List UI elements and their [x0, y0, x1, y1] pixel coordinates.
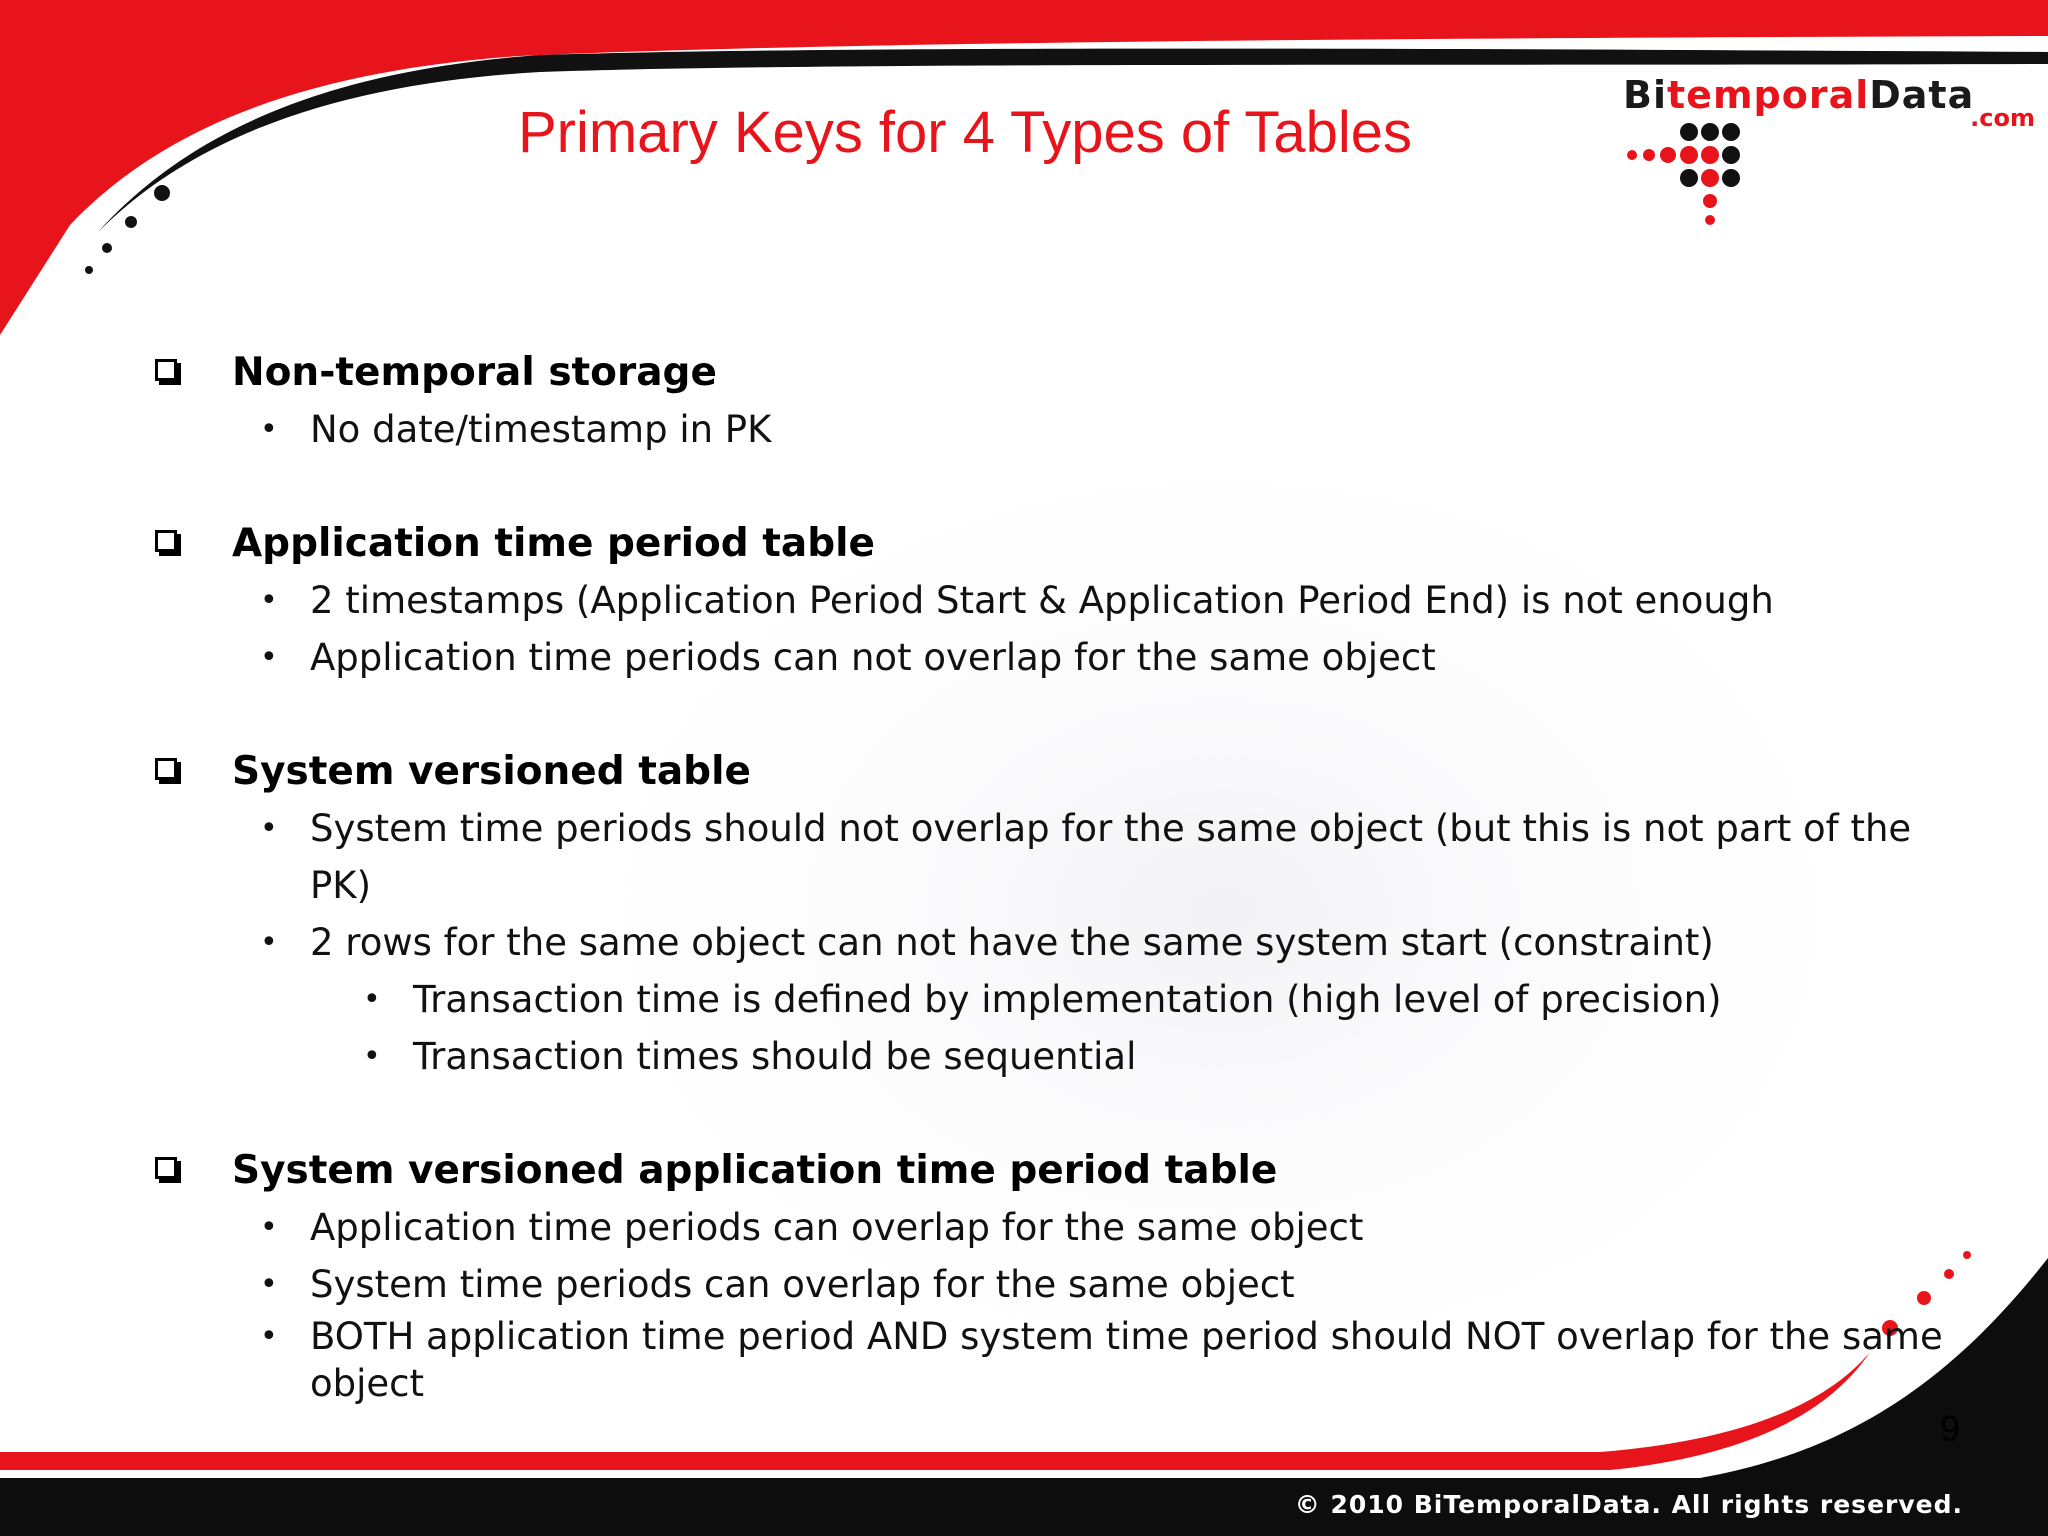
checkbox-bullet-icon — [155, 1157, 177, 1179]
section-system-versioned-application — [155, 1143, 1955, 1407]
checkbox-bullet-icon — [155, 359, 177, 381]
checkbox-bullet-icon — [155, 758, 177, 780]
section-heading-text: Non-temporal storage — [232, 350, 717, 395]
bullet-item: • BOTH application time period AND system time period should NOT overlap for the same object — [155, 1313, 1970, 1407]
section-system-versioned — [155, 744, 1955, 1085]
bullet-item: • 2 timestamps (Application Period Start & Application Period End) is not enough — [155, 572, 1955, 629]
section-heading-text: Application time period table — [232, 521, 875, 566]
logo-dot-matrix-icon — [1615, 117, 1775, 257]
bullet-item: • System time periods should not overlap for the same object (but this is not part of the PK) — [155, 800, 1955, 914]
logo-text-data: Data — [1869, 73, 1975, 117]
logo-text-temporal: temporal — [1667, 73, 1870, 117]
bullet-item: • 2 rows for the same object can not have the same system start (constraint) — [155, 914, 1955, 971]
checkbox-bullet-icon — [155, 530, 177, 552]
logo-suffix: .com — [1970, 104, 2035, 132]
section-application-time — [155, 516, 1955, 686]
bullet-item: • System time periods can overlap for the same object — [155, 1256, 1955, 1313]
bullet-item: • Application time periods can overlap for the same object — [155, 1199, 1955, 1256]
slide-title: Primary Keys for 4 Types of Tables — [517, 100, 1412, 165]
copyright-footer: © 2010 BiTemporalData. All rights reserved. — [1294, 1490, 1963, 1519]
section-heading-text: System versioned table — [232, 749, 751, 794]
page-number: 9 — [1940, 1408, 1961, 1449]
section-heading — [155, 744, 1955, 800]
bullet-item: • Application time periods can not overlap for the same object — [155, 629, 1955, 686]
sub-bullet-item: • Transaction times should be sequential — [155, 1028, 1955, 1085]
section-heading — [155, 345, 1955, 401]
section-non-temporal — [155, 345, 1955, 458]
bitemporaldata-logo — [1615, 72, 2045, 252]
sub-bullet-item: • Transaction time is defined by implementation (high level of precision) — [155, 971, 1955, 1028]
slide-content — [155, 345, 1955, 1407]
section-heading — [155, 516, 1955, 572]
logo-text-bi: Bi — [1623, 73, 1667, 117]
bullet-item: • No date/timestamp in PK — [155, 401, 1955, 458]
logo-wordmark — [1623, 72, 1974, 118]
section-heading — [155, 1143, 1955, 1199]
section-heading-text: System versioned application time period table — [232, 1148, 1278, 1193]
